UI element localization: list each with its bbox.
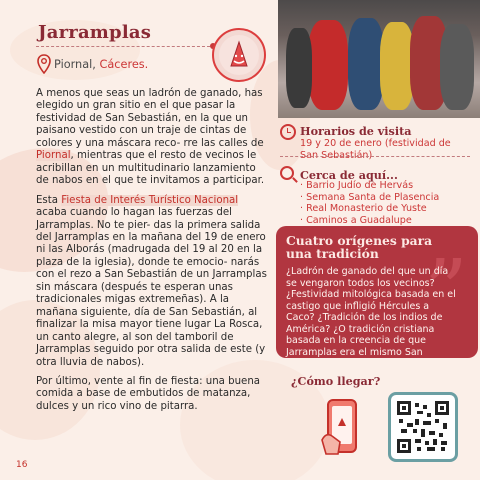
horarios-text: 19 y 20 de enero (festividad de San Sebastián) [300, 138, 451, 161]
location-province: Cáceres. [99, 58, 149, 71]
phone-hand-icon [316, 392, 374, 462]
location-pin-icon [36, 54, 52, 74]
page-number: 16 [16, 460, 28, 470]
logo-icon [212, 28, 266, 82]
cerca-heading: Cerca de aquí... [300, 168, 398, 182]
title-divider [36, 46, 210, 48]
paragraph-3: Por último, vente al fin de fiesta: una buena comida a base de embutidos de matanza, dulces y un rico vino de pitarra. [36, 375, 261, 412]
horarios-heading: Horarios de visita [300, 124, 412, 138]
list-item: · Caminos a Guadalupe [300, 215, 470, 227]
list-item: · Barrio Judío de Hervás [300, 180, 470, 192]
photo-figure [440, 24, 474, 110]
location-city: Piornal, [54, 58, 96, 71]
paragraph-1: A menos que seas un ladrón de ganado, has elegido un gran sitio en el que pasar la festividad de San Sebastián, en la que un paisano vestido con un traje de cintas de colores y una máscara reco- rre las calles de Piornal, mientras que el resto de vecinos le acribillan en un multitudinario lanzamiento de nabos en el que te invitamos a participar. [36, 88, 265, 187]
nearby-list [300, 180, 470, 227]
paragraph-2: Esta Fiesta de Interés Turístico Nacional acaba cuando lo hagan las fuerzas del Jarramplas. No te pier- das la primera salida del Jarramplas en la mañana del 19 de enero ni las Alborás (madrugada del 19 al 20 en la plaza de la iglesia), donde te emocio- narás con el rezo a San Sebastián de un Jarramplas sin máscara (después te esperan unas tradicionales migas extremeñas). A la mañana siguiente, día de San Sebastián, al finalizar la misa mayor tiene lugar La Rosca, un canto alegre, al son del tamboril de Jarramplas seguido por otra salida de este (y otra lluvia de nabos). [36, 194, 267, 368]
location-text [54, 58, 148, 71]
origins-text: ¿Ladrón de ganado del que un día se vengaron todos los vecinos? ¿Festividad mitológica basada en el castigo que infligió Hércules a Caco? ¿Tradición de los indios de América? ¿O tradición cristiana basada en la creencia de que Jarramplas era el mismo San [286, 266, 456, 358]
como-llegar-heading: ¿Cómo llegar? [291, 374, 381, 388]
list-item: · Semana Santa de Plasencia [300, 192, 470, 204]
page-title: Jarramplas [38, 22, 152, 43]
list-item: · Real Monasterio de Yuste [300, 203, 470, 215]
photo-figure [286, 28, 312, 108]
photo-figure [380, 22, 414, 110]
photo-figure [348, 18, 384, 110]
quote-mark-icon: ” [424, 242, 468, 342]
festival-photo [278, 0, 480, 118]
section-divider [280, 156, 470, 157]
origins-title: Cuatro orígenes para una tradición [286, 233, 433, 261]
photo-figure [308, 20, 348, 110]
main-text [36, 88, 271, 420]
search-icon [280, 166, 294, 180]
origins-box [276, 226, 478, 358]
qr-code-icon [388, 392, 458, 462]
clock-icon [280, 124, 296, 140]
